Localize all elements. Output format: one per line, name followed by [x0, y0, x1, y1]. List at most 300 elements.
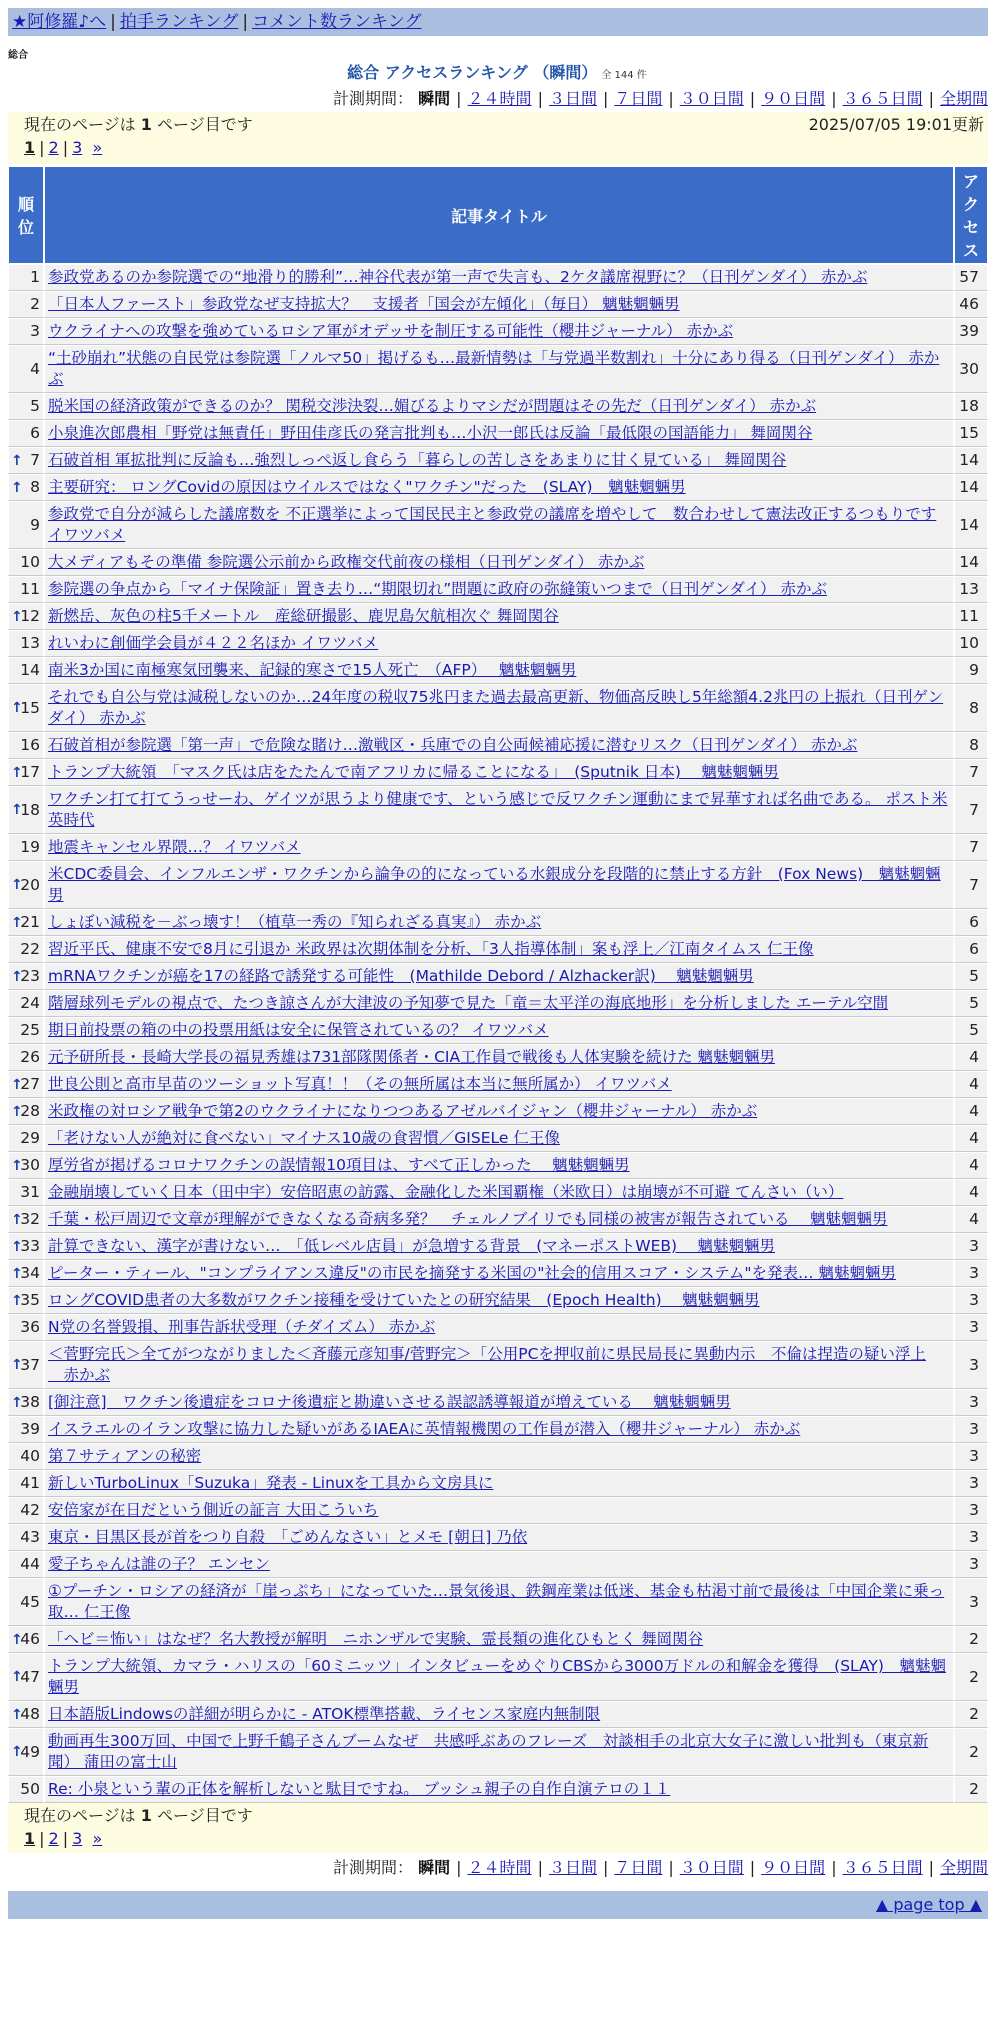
- rank-cell: [8, 1389, 44, 1416]
- rank-number: 31: [20, 1183, 40, 1201]
- period-link[interactable]: ９０日間: [761, 89, 826, 108]
- table-row: [8, 345, 988, 393]
- arrow-up-icon: ↑: [11, 1394, 23, 1411]
- rank-number: 43: [20, 1528, 40, 1546]
- rank-cell: [8, 291, 44, 318]
- article-link[interactable]: N党の名誉毀損、刑事告訴状受理（チダイズム） 赤かぶ: [48, 1318, 436, 1336]
- rank-number: 14: [20, 661, 40, 679]
- period-label: 計測期間：: [333, 1858, 414, 1877]
- rank-number: 16: [20, 736, 40, 754]
- rank-cell: [8, 1260, 44, 1287]
- title-cell: [44, 1728, 954, 1776]
- table-row: [8, 447, 988, 474]
- article-link[interactable]: 期日前投票の箱の中の投票用紙は安全に保管されているの？ イワツバメ: [48, 1021, 549, 1039]
- access-count: 57: [954, 264, 988, 291]
- arrow-up-icon: ↑: [11, 608, 23, 625]
- access-count: 3: [954, 1314, 988, 1341]
- rank-cell: [8, 909, 44, 936]
- period-separator: |: [602, 89, 609, 108]
- article-link[interactable]: 階層球列モデルの視点で、たつき諒さんが大津波の予知夢で見た「竜＝太平洋の海底地形」を分析しました エーテル空間: [48, 994, 889, 1012]
- period-link[interactable]: ９０日間: [761, 1858, 826, 1877]
- table-row: [8, 1497, 988, 1524]
- period-selector-top: [8, 88, 988, 110]
- title-cell: [44, 1497, 954, 1524]
- comment-ranking-link[interactable]: コメント数ランキング: [252, 12, 422, 32]
- article-link[interactable]: 計算できない、漢字が書けない… 「低レベル店員」が急増する背景 (マネーポストWEB) 魑魅魍魎男: [48, 1237, 776, 1255]
- access-count: 14: [954, 474, 988, 501]
- page-info-prefix: 現在のページは: [24, 1806, 141, 1825]
- article-link[interactable]: 脱米国の経済政策ができるのか？ 関税交渉決裂…媚びるよりマシだが問題はその先だ（日刊ゲンダイ） 赤かぶ: [48, 397, 817, 415]
- rank-number: 20: [20, 875, 40, 894]
- title-cell: [44, 1776, 954, 1803]
- title-cell: [44, 501, 954, 549]
- article-link[interactable]: Re: 小泉という輩の正体を解析しないと駄目ですね。 ブッシュ親子の自作自演テロの１１: [48, 1780, 671, 1798]
- rank-cell: [8, 501, 44, 549]
- rank-number: 5: [30, 397, 40, 415]
- title-cell: [44, 963, 954, 990]
- table-row: [8, 501, 988, 549]
- rank-cell: [8, 1578, 44, 1626]
- rank-number: 12: [20, 607, 40, 625]
- table-row: [8, 1776, 988, 1803]
- period-link[interactable]: 全期間: [939, 1858, 988, 1877]
- article-link[interactable]: ピーター・ティール、"コンプライアンス違反"の市民を摘発する米国の"社会的信用スコア・システム"を発表… 魑魅魍魎男: [48, 1264, 896, 1282]
- access-count: 46: [954, 291, 988, 318]
- title-cell: [44, 861, 954, 909]
- period-link[interactable]: ３日間: [548, 1858, 597, 1877]
- rank-number: 17: [20, 763, 40, 781]
- page-top-link[interactable]: ▲ page top ▲: [875, 1895, 982, 1914]
- rank-cell: [8, 393, 44, 420]
- title-cell: [44, 936, 954, 963]
- arrow-up-icon: ↑: [11, 1669, 23, 1685]
- title-cell: [44, 549, 954, 576]
- title-cell: [44, 684, 954, 732]
- access-count: 7: [954, 759, 988, 786]
- rank-cell: [8, 1728, 44, 1776]
- rank-cell: [8, 1125, 44, 1152]
- pagination-separator: |: [39, 1829, 45, 1848]
- title-cell: [44, 1341, 954, 1389]
- access-count: 2: [954, 1626, 988, 1653]
- rank-number: 40: [20, 1447, 40, 1465]
- rank-number: 30: [20, 1156, 40, 1174]
- article-link[interactable]: [御注意] ワクチン後遺症をコロナ後遺症と勘違いさせる誤認誘導報道が増えている 魑魅魍魎男: [48, 1393, 731, 1411]
- article-link[interactable]: しょぼい減税を－ぶっ壊す！（植草一秀の『知られざる真実』） 赤かぶ: [48, 913, 542, 931]
- page-info-box-bottom: [8, 1803, 988, 1853]
- access-count: 3: [954, 1443, 988, 1470]
- rank-cell: [8, 447, 44, 474]
- title-cell: [44, 1389, 954, 1416]
- table-row: [8, 786, 988, 834]
- title-cell: [44, 393, 954, 420]
- table-row: [8, 963, 988, 990]
- article-link[interactable]: 安倍家が在日だという側近の証言 大田こういち: [48, 1501, 379, 1519]
- arrow-up-icon: ↑: [11, 1103, 23, 1120]
- article-link[interactable]: ＜菅野完氏＞全てがつながりました＜斉藤元彦知事/菅野完＞「公用PCを押収前に県民局長に異動内示 不倫は捏造の疑い浮上 赤かぶ: [48, 1345, 926, 1384]
- arrow-up-icon: ↑: [11, 1076, 23, 1093]
- rank-number: 11: [20, 580, 40, 598]
- arrow-up-icon: ↑: [11, 479, 23, 496]
- table-row: [8, 1233, 988, 1260]
- home-link[interactable]: ★阿修羅♪へ: [12, 12, 107, 32]
- rank-number: 23: [20, 967, 40, 985]
- article-link[interactable]: トランプ大統領 「マスク氏は店をたたんで南アフリカに帰ることになる」 (Sputnik 日本) 魑魅魍魎男: [48, 763, 779, 781]
- access-count: 4: [954, 1098, 988, 1125]
- article-link[interactable]: 南米3か国に南極寒気団襲来、記録的寒さで15人死亡 （AFP） 魑魅魍魎男: [48, 661, 577, 679]
- rank-number: 28: [20, 1102, 40, 1120]
- rank-cell: [8, 1044, 44, 1071]
- rank-cell: [8, 936, 44, 963]
- access-count: 5: [954, 1017, 988, 1044]
- article-link[interactable]: ウクライナへの攻撃を強めているロシア軍がオデッサを制圧する可能性（櫻井ジャーナル） 赤かぶ: [48, 322, 734, 340]
- arrow-up-icon: ↑: [11, 452, 23, 469]
- rank-number: 21: [20, 913, 40, 931]
- rank-cell: [8, 420, 44, 447]
- rank-number: 18: [20, 800, 40, 819]
- rank-number: 41: [20, 1474, 40, 1492]
- pagination-page-link[interactable]: 3: [72, 138, 83, 157]
- arrow-up-icon: ↑: [11, 1631, 23, 1648]
- rank-number: 35: [20, 1291, 40, 1309]
- rank-cell: [8, 1314, 44, 1341]
- nav-separator: |: [242, 12, 249, 32]
- table-row: [8, 630, 988, 657]
- rank-number: 33: [20, 1237, 40, 1255]
- access-count: 5: [954, 990, 988, 1017]
- access-count: 3: [954, 1524, 988, 1551]
- table-row: [8, 420, 988, 447]
- access-count: 5: [954, 963, 988, 990]
- title-cell: [44, 1653, 954, 1701]
- pagination-current: 1: [24, 138, 36, 157]
- period-separator: |: [537, 1858, 543, 1877]
- table-row: [8, 909, 988, 936]
- table-row: [8, 684, 988, 732]
- period-link[interactable]: ２４時間: [467, 89, 532, 108]
- period-link[interactable]: ３６５日間: [842, 89, 923, 108]
- arrow-up-icon: ↑: [11, 1706, 23, 1723]
- article-link[interactable]: ワクチン打て打てうっせーわ、ゲイツが思うより健康です、という感じで反ワクチン運動にまで昇華すれば名曲である。 ポスト米英時代: [48, 790, 948, 829]
- table-row: [8, 393, 988, 420]
- article-link[interactable]: 米政権の対ロシア戦争で第2のウクライナになりつつあるアゼルバイジャン（櫻井ジャーナル） 赤かぶ: [48, 1102, 758, 1120]
- table-row: [8, 318, 988, 345]
- article-link[interactable]: イスラエルのイラン攻撃に協力した疑いがあるIAEAに英情報機関の工作員が潜入（櫻井ジャーナル） 赤かぶ: [48, 1420, 801, 1438]
- article-link[interactable]: 「日本人ファースト」参政党なぜ支持拡大？ 支援者「国会が左傾化」（毎日） 魑魅魍魎男: [48, 295, 680, 313]
- period-link[interactable]: ３日間: [548, 89, 597, 108]
- title-cell: [44, 1179, 954, 1206]
- period-link[interactable]: ３０日間: [679, 1858, 744, 1877]
- title-cell: [44, 1260, 954, 1287]
- access-count: 3: [954, 1551, 988, 1578]
- table-row: [8, 1728, 988, 1776]
- rank-cell: [8, 1776, 44, 1803]
- rank-cell: [8, 1524, 44, 1551]
- title-cell: [44, 1470, 954, 1497]
- article-link[interactable]: 世良公則と高市早苗のツーショット写真！！（その無所属は本当に無所属か） イワツバメ: [48, 1075, 672, 1093]
- article-link[interactable]: 元予研所長・長崎大学長の福見秀雄は731部隊関係者・CIA工作員で戦後も人体実験を続けた 魑魅魍魎男: [48, 1048, 776, 1066]
- page-info-text: [24, 1806, 972, 1826]
- access-count: 7: [954, 861, 988, 909]
- column-header-rank: 順位: [8, 166, 44, 264]
- rank-number: 29: [20, 1129, 40, 1147]
- rank-number: 8: [30, 478, 40, 496]
- article-link[interactable]: 参院選の争点から「マイナ保険証」置き去り…“期限切れ”問題に政府の弥縫策いつまで（日刊ゲンダイ） 赤かぶ: [48, 580, 827, 598]
- access-count: 3: [954, 1260, 988, 1287]
- pagination-page-link[interactable]: 2: [48, 138, 59, 157]
- article-link[interactable]: 参政党で自分が減らした議席数を 不正選挙によって国民民主と参政党の議席を増やして 数合わせして憲法改正するつもりです イワツバメ: [48, 505, 937, 544]
- applause-ranking-link[interactable]: 拍手ランキング: [119, 12, 239, 32]
- updated-timestamp: 2025/07/05 19:01更新: [808, 115, 984, 134]
- access-count: 3: [954, 1497, 988, 1524]
- table-row: [8, 1287, 988, 1314]
- arrow-up-icon: ↑: [11, 1292, 23, 1309]
- period-current: 瞬間: [418, 1858, 451, 1877]
- table-row: [8, 657, 988, 684]
- access-count: 7: [954, 834, 988, 861]
- table-row: [8, 759, 988, 786]
- page-info-box-top: [8, 112, 988, 164]
- arrow-up-icon: ↑: [11, 1211, 23, 1228]
- article-link[interactable]: 米CDC委員会、インフルエンザ・ワクチンから論争の的になっている水銀成分を段階的に禁止する方針 (Fox News) 魑魅魍魎男: [48, 865, 941, 904]
- article-link[interactable]: 大メディアもその準備 参院選公示前から政権交代前夜の様相（日刊ゲンダイ） 赤かぶ: [48, 553, 645, 571]
- period-separator: |: [537, 89, 543, 108]
- table-row: [8, 1017, 988, 1044]
- rank-number: 49: [20, 1742, 40, 1761]
- article-link[interactable]: それでも自公与党は減税しないのか…24年度の税収75兆円また過去最高更新、物価高反映し5年総額4.2兆円の上振れ（日刊ゲンダイ） 赤かぶ: [48, 688, 944, 727]
- period-link[interactable]: ７日間: [614, 89, 663, 108]
- access-count: 7: [954, 786, 988, 834]
- access-count: 14: [954, 447, 988, 474]
- title-cell: [44, 1416, 954, 1443]
- article-link[interactable]: 習近平氏、健康不安で8月に引退か 米政界は次期体制を分析、「3人指導体制」案も浮上／江南タイムス 仁王像: [48, 940, 814, 958]
- access-count: 13: [954, 576, 988, 603]
- access-count: 4: [954, 1179, 988, 1206]
- rank-number: 15: [20, 698, 40, 717]
- rank-cell: [8, 1416, 44, 1443]
- table-row: [8, 603, 988, 630]
- rank-cell: [8, 1098, 44, 1125]
- access-count: 3: [954, 1233, 988, 1260]
- table-row: [8, 1098, 988, 1125]
- rank-number: 25: [20, 1021, 40, 1039]
- period-link[interactable]: ２４時間: [467, 1858, 532, 1877]
- ranking-table: [8, 166, 988, 1803]
- pagination-next-link[interactable]: »: [92, 138, 103, 157]
- rank-number: 39: [20, 1420, 40, 1438]
- rank-number: 6: [30, 424, 40, 442]
- title-cell: [44, 1701, 954, 1728]
- rank-number: 45: [20, 1592, 40, 1611]
- article-link[interactable]: 「老けない人が絶対に食べない」マイナス10歳の食習慣／GISELe 仁王像: [48, 1129, 560, 1147]
- period-link[interactable]: ３０日間: [679, 89, 744, 108]
- arrow-up-icon: ↑: [11, 1265, 23, 1282]
- table-row: [8, 576, 988, 603]
- rank-number: 3: [30, 322, 40, 340]
- access-count: 3: [954, 1389, 988, 1416]
- table-row: [8, 1524, 988, 1551]
- rank-number: 34: [20, 1264, 40, 1282]
- article-link[interactable]: “土砂崩れ”状態の自民党は参院選「ノルマ50」掲げるも…最新情勢は「与党過半数割れ」十分にあり得る（日刊ゲンダイ） 赤かぶ: [48, 349, 940, 388]
- period-separator: |: [668, 89, 674, 108]
- total-count: 全 144 件: [601, 70, 647, 81]
- article-link[interactable]: mRNAワクチンが癌を17の経路で誘発する可能性 (Mathilde Debord / Alzhacker訳) 魑魅魍魎男: [48, 967, 754, 985]
- access-count: 8: [954, 732, 988, 759]
- article-link[interactable]: 新しいTurboLinux「Suzuka」発表 - Linuxを工具から文房具に: [48, 1474, 494, 1492]
- article-link[interactable]: 石破首相が参院選「第一声」で危険な賭け…激戦区・兵庫での自公両候補応援に潜むリスク（日刊ゲンダイ） 赤かぶ: [48, 736, 858, 754]
- article-link[interactable]: 第７サティアンの秘密: [48, 1447, 202, 1465]
- table-row: [8, 1125, 988, 1152]
- rank-cell: [8, 1071, 44, 1098]
- article-link[interactable]: ①プーチン・ロシアの経済が「崖っぷち」になっていた…景気後退、鉄鋼産業は低迷、基金も枯渇寸前で最後は「中国企業に乗っ取… 仁王像: [48, 1582, 945, 1621]
- access-count: 18: [954, 393, 988, 420]
- rank-number: 4: [30, 359, 40, 378]
- top-nav-bar: [8, 8, 988, 36]
- article-link[interactable]: 日本語版Lindowsの詳細が明らかに - ATOK標準搭載、ライセンス家庭内無制限: [48, 1705, 601, 1723]
- rank-cell: [8, 630, 44, 657]
- rank-number: 9: [30, 515, 40, 534]
- article-link[interactable]: れいわに創価学会員が４２２名ほか イワツバメ: [48, 634, 379, 652]
- article-link[interactable]: ロングCOVID患者の大多数がワクチン接種を受けていたとの研究結果 (Epoch Health) 魑魅魍魎男: [48, 1291, 760, 1309]
- access-count: 3: [954, 1470, 988, 1497]
- rank-cell: [8, 786, 44, 834]
- rank-cell: [8, 1287, 44, 1314]
- article-link[interactable]: 千葉・松戸周辺で文章が理解ができなくなる奇病多発？ チェルノブイリでも同様の被害が報告されている 魑魅魍魎男: [48, 1210, 888, 1228]
- pagination-separator: |: [39, 138, 45, 157]
- article-link[interactable]: 東京・目黒区長が首をつり自殺 「ごめんなさい」とメモ [朝日] 乃依: [48, 1528, 528, 1546]
- article-link[interactable]: 新燃岳、灰色の柱5千メートル 産総研撮影、鹿児島欠航相次ぐ 舞岡関谷: [48, 607, 559, 625]
- rank-cell: [8, 1551, 44, 1578]
- rank-number: 47: [20, 1667, 40, 1686]
- table-row: [8, 1314, 988, 1341]
- article-link[interactable]: トランプ大統領、カマラ・ハリスの「60ミニッツ」インタビューをめぐりCBSから3000万ドルの和解金を獲得 (SLAY) 魑魅魍魎男: [48, 1657, 946, 1696]
- access-count: 2: [954, 1728, 988, 1776]
- pagination-next-link[interactable]: »: [92, 1829, 103, 1848]
- page-info-prefix: 現在のページは: [24, 115, 141, 134]
- period-link[interactable]: 全期間: [939, 89, 988, 108]
- rank-number: 27: [20, 1075, 40, 1093]
- rank-number: 44: [20, 1555, 40, 1573]
- table-row: [8, 1179, 988, 1206]
- article-link[interactable]: 小泉進次郎農相「野党は無責任」野田佳彦氏の発言批判も…小沢一郎氏は反論「最低限の国語能力」 舞岡関谷: [48, 424, 813, 442]
- title-cell: [44, 657, 954, 684]
- pagination: [24, 137, 972, 159]
- pagination-current: 1: [24, 1829, 36, 1848]
- title-cell: [44, 345, 954, 393]
- period-link[interactable]: ３６５日間: [842, 1858, 923, 1877]
- table-row: [8, 1701, 988, 1728]
- rank-number: 7: [30, 451, 40, 469]
- title-cell: [44, 1287, 954, 1314]
- rank-number: 48: [20, 1705, 40, 1723]
- title-cell: [44, 990, 954, 1017]
- period-separator: |: [602, 1858, 609, 1877]
- table-row: [8, 1071, 988, 1098]
- period-link[interactable]: ７日間: [614, 1858, 663, 1877]
- title-cell: [44, 1152, 954, 1179]
- table-row: [8, 861, 988, 909]
- access-count: 3: [954, 1578, 988, 1626]
- table-row: [8, 732, 988, 759]
- page-top-bar: [8, 1891, 988, 1919]
- rank-cell: [8, 990, 44, 1017]
- table-row: [8, 549, 988, 576]
- page-title-box: [0, 62, 994, 87]
- article-link[interactable]: 動画再生300万回、中国で上野千鶴子さんブームなぜ 共感呼ぶあのフレーズ 対談相手の北京大女子に激しい批判も（東京新聞） 蒲田の富士山: [48, 1732, 929, 1771]
- access-count: 6: [954, 936, 988, 963]
- table-row: [8, 1578, 988, 1626]
- access-count: 14: [954, 501, 988, 549]
- pagination: [24, 1828, 972, 1850]
- period-separator: |: [928, 1858, 934, 1877]
- title-cell: [44, 1314, 954, 1341]
- pagination-page-link[interactable]: 2: [48, 1829, 59, 1848]
- period-separator: |: [831, 1858, 837, 1877]
- article-link[interactable]: 地震キャンセル界隈…？ イワツバメ: [48, 838, 301, 856]
- table-row: [8, 1416, 988, 1443]
- article-link[interactable]: 金融崩壊していく日本（田中宇）安倍昭恵の訪露、金融化した米国覇権（米欧日）は崩壊が不可避 てんさい（い）: [48, 1183, 844, 1201]
- title-cell: [44, 318, 954, 345]
- article-link[interactable]: 厚労省が掲げるコロナワクチンの誤情報10項目は、すべて正しかった 魑魅魍魎男: [48, 1156, 630, 1174]
- table-row: [8, 1470, 988, 1497]
- access-count: 8: [954, 684, 988, 732]
- title-cell: [44, 1626, 954, 1653]
- article-link[interactable]: 「ヘビ＝怖い」はなぜ？名大教授が解明 ニホンザルで実験、霊長類の進化ひもとく 舞岡関谷: [48, 1630, 704, 1648]
- period-separator: |: [928, 89, 934, 108]
- table-row: [8, 936, 988, 963]
- title-cell: [44, 420, 954, 447]
- rank-cell: [8, 264, 44, 291]
- access-count: 4: [954, 1152, 988, 1179]
- table-row: [8, 474, 988, 501]
- article-link[interactable]: 参政党あるのか参院選での“地滑り的勝利”…神谷代表が第一声で失言も、2ケタ議席視野に？（日刊ゲンダイ） 赤かぶ: [48, 268, 868, 286]
- rank-number: 2: [30, 295, 40, 313]
- rank-cell: [8, 834, 44, 861]
- article-link[interactable]: 石破首相 軍拡批判に反論も…強烈しっぺ返し食らう「暮らしの苦しさをあまりに甘く見ている」 舞岡関谷: [48, 451, 787, 469]
- period-separator: |: [456, 1858, 462, 1877]
- period-separator: |: [668, 1858, 674, 1877]
- period-selector-bottom: [8, 1857, 988, 1879]
- title-cell: [44, 1071, 954, 1098]
- access-count: 10: [954, 630, 988, 657]
- article-link[interactable]: 愛子ちゃんは誰の子？ エンセン: [48, 1555, 270, 1573]
- rank-cell: [8, 1179, 44, 1206]
- period-separator: |: [749, 1858, 756, 1877]
- title-cell: [44, 1098, 954, 1125]
- access-count: 2: [954, 1701, 988, 1728]
- title-cell: [44, 291, 954, 318]
- table-row: [8, 1551, 988, 1578]
- rank-number: 10: [20, 553, 40, 571]
- rank-number: 32: [20, 1210, 40, 1228]
- access-count: 2: [954, 1653, 988, 1701]
- rank-cell: [8, 1497, 44, 1524]
- rank-cell: [8, 1470, 44, 1497]
- access-count: 4: [954, 1206, 988, 1233]
- article-link[interactable]: 主要研究： ロングCovidの原因はウイルスではなく"ワクチン"だった (SLAY) 魑魅魍魎男: [48, 478, 686, 496]
- rank-number: 1: [30, 268, 40, 286]
- pagination-page-link[interactable]: 3: [72, 1829, 83, 1848]
- title-cell: [44, 1125, 954, 1152]
- rank-number: 50: [20, 1780, 40, 1798]
- access-count: 3: [954, 1287, 988, 1314]
- rank-cell: [8, 345, 44, 393]
- access-count: 2: [954, 1776, 988, 1803]
- rank-cell: [8, 1626, 44, 1653]
- title-cell: [44, 1443, 954, 1470]
- title-cell: [44, 1044, 954, 1071]
- pagination-separator: |: [62, 1829, 69, 1848]
